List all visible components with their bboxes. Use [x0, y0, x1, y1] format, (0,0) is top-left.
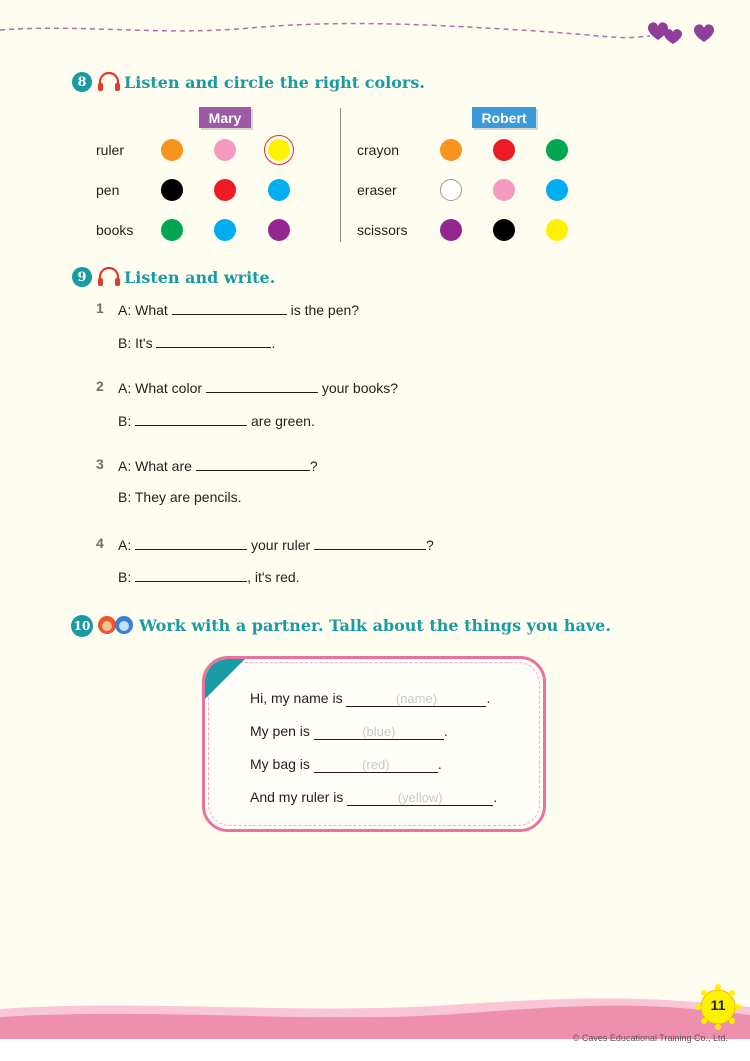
answer-blank[interactable]	[314, 535, 426, 550]
answer-blank[interactable]	[206, 378, 318, 393]
partners-icon	[97, 614, 135, 636]
color-circle[interactable]	[161, 139, 183, 161]
question-number: 3	[96, 456, 104, 472]
section-9-title: Listen and write.	[124, 268, 276, 287]
item-label-scissors: scissors	[357, 222, 408, 238]
question-3-a: A: What are ?	[118, 458, 318, 474]
question-4-b: B: , it's red.	[118, 569, 300, 585]
section-10-title: Work with a partner. Talk about the things you have.	[139, 616, 611, 635]
card-line-bag: My bag is (red) .	[250, 756, 442, 772]
top-wave-border	[0, 0, 750, 50]
color-circle[interactable]	[546, 139, 568, 161]
answer-blank[interactable]	[172, 300, 287, 315]
footer-wave	[0, 995, 750, 1061]
color-circle[interactable]	[214, 139, 236, 161]
color-circle[interactable]	[546, 219, 568, 241]
color-circle[interactable]	[440, 139, 462, 161]
color-circle[interactable]	[161, 219, 183, 241]
color-circle[interactable]	[440, 179, 462, 201]
answer-blank[interactable]: (red)	[314, 757, 438, 773]
answer-blank[interactable]	[135, 411, 247, 426]
color-circle[interactable]	[214, 179, 236, 201]
column-divider	[340, 108, 341, 242]
robert-tag: Robert	[472, 107, 536, 128]
speech-card	[202, 656, 546, 832]
color-circle[interactable]	[493, 219, 515, 241]
answer-blank[interactable]	[135, 535, 247, 550]
card-line-pen: My pen is (blue) .	[250, 723, 448, 739]
color-circle[interactable]	[161, 179, 183, 201]
color-circle[interactable]	[268, 179, 290, 201]
question-number: 2	[96, 378, 104, 394]
color-circle[interactable]	[493, 179, 515, 201]
question-1-b: B: It's .	[118, 335, 276, 351]
hearts-decoration	[648, 22, 714, 44]
color-circle[interactable]	[546, 179, 568, 201]
section-8-title: Listen and circle the right colors.	[124, 73, 425, 92]
card-line-ruler: And my ruler is (yellow) .	[250, 789, 498, 805]
color-circle[interactable]	[440, 219, 462, 241]
question-number: 4	[96, 535, 104, 551]
answer-blank[interactable]	[196, 456, 310, 471]
item-label-pen: pen	[96, 182, 120, 198]
headphones-icon	[97, 266, 121, 288]
color-circle[interactable]	[268, 219, 290, 241]
question-3-b: B: They are pencils.	[118, 489, 242, 505]
corner-triangle	[202, 656, 248, 702]
answer-blank[interactable]: (blue)	[314, 724, 444, 740]
color-circle[interactable]	[493, 139, 515, 161]
item-label-books: books	[96, 222, 134, 238]
section-10-number: 10	[71, 615, 93, 637]
answer-blank[interactable]	[156, 333, 271, 348]
answer-blank[interactable]	[135, 567, 247, 582]
page-number: 11	[710, 997, 726, 1013]
card-line-name: Hi, my name is (name) .	[250, 690, 491, 706]
question-1-a: A: What is the pen?	[118, 302, 360, 318]
section-9-number: 9	[72, 267, 92, 287]
headphones-icon	[97, 71, 121, 93]
question-2-b: B: are green.	[118, 413, 315, 429]
question-number: 1	[96, 300, 104, 316]
color-circle[interactable]	[214, 219, 236, 241]
mary-tag: Mary	[199, 107, 251, 128]
item-label-crayon: crayon	[357, 142, 400, 158]
section-8-number: 8	[72, 72, 92, 92]
question-2-a: A: What color your books?	[118, 380, 399, 396]
item-label-eraser: eraser	[357, 182, 397, 198]
answer-circle-mark	[264, 135, 294, 165]
answer-blank[interactable]: (name)	[346, 691, 486, 707]
item-label-ruler: ruler	[96, 142, 125, 158]
answer-blank[interactable]: (yellow)	[347, 790, 493, 806]
question-4-a: A: your ruler ?	[118, 537, 434, 553]
copyright: © Caves Educational Training Co., Ltd.	[572, 1033, 728, 1043]
